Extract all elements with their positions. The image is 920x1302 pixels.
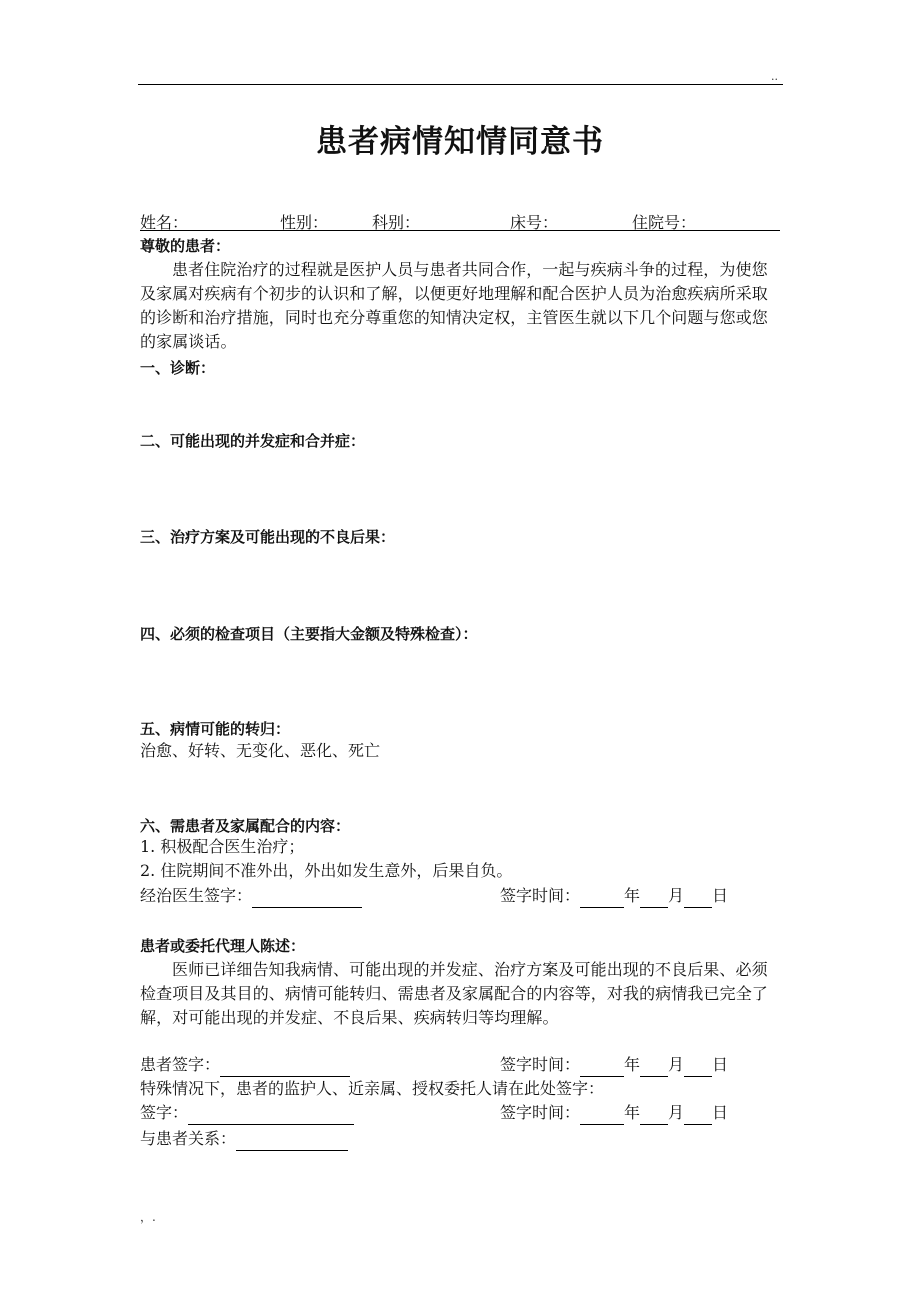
month-blank[interactable] [640,1106,668,1125]
department-field-label: 科别： [372,213,421,232]
guardian-sign-time-row [500,1101,728,1125]
patient-signature-row [140,1053,350,1077]
year-label: 年 [624,886,641,905]
day-label: 日 [712,1055,729,1074]
patient-sign-label: 患者签字： [140,1055,221,1074]
doctor-sign-line[interactable] [252,889,362,908]
sign-time-label: 签字时间： [500,1103,581,1122]
month-label: 月 [668,1103,685,1122]
greeting: 尊敬的患者： [140,237,231,255]
month-label: 月 [668,886,685,905]
doctor-sign-time-row [500,884,728,908]
patient-sign-time-row [500,1053,728,1077]
doctor-sign-label: 经治医生签字： [140,886,253,905]
year-label: 年 [624,1103,641,1122]
guardian-sign-label: 签字： [140,1103,189,1122]
item-2-text: 住院期间不准外出，外出如发生意外，后果自负。 [160,861,513,880]
month-blank[interactable] [640,1058,668,1077]
name-field-label: 姓名： [140,213,189,232]
patient-statement-heading: 患者或委托代理人陈述： [140,937,306,955]
gender-field-label: 性别： [280,213,329,232]
admission-no-field-label: 住院号： [632,213,697,232]
intro-paragraph: 患者住院治疗的过程就是医护人员与患者共同合作，一起与疾病斗争的过程，为使您及家属对疾病有个初步的认识和了解，以便更好地理解和配合医护人员为治愈疾病所采取的诊断和治疗措施，同时也充分尊重您的知情决定权，主管医生就以下几个问题与您或您的家属谈话。 [140,260,768,351]
bed-field-label: 床号： [510,213,559,232]
sign-time-label: 签字时间： [500,886,581,905]
patient-statement: 医师已详细告知我病情、可能出现的并发症、治疗方案及可能出现的不良后果、必须检查项目及其目的、病情可能转归、需患者及家属配合的内容等，对我的病情我已完全了解，对可能出现的并发症、不良后果、疾病转归等均理解。 [140,960,768,1027]
patient-sign-line[interactable] [220,1058,350,1077]
month-blank[interactable] [640,889,668,908]
day-label: 日 [712,1103,729,1122]
footer-mark: ，. [140,1210,156,1224]
year-blank[interactable] [580,1106,624,1125]
cooperation-item-2 [140,859,512,883]
prognosis-options: 治愈、好转、无变化、恶化、死亡 [140,741,381,760]
section-prognosis: 五、病情可能的转归： [140,720,291,738]
month-label: 月 [668,1055,685,1074]
day-blank[interactable] [684,1106,712,1125]
item-1-text: 积极配合医生治疗； [160,837,305,856]
item-1-number: 1. [140,837,156,856]
year-blank[interactable] [580,889,624,908]
relation-label: 与患者关系： [140,1129,237,1148]
header-rule [138,84,783,85]
day-blank[interactable] [684,889,712,908]
year-label: 年 [624,1055,641,1074]
header-dots: .. [771,70,778,83]
section-complications: 二、可能出现的并发症和合并症： [140,432,366,450]
section-treatment-plan: 三、治疗方案及可能出现的不良后果： [140,528,396,546]
cooperation-item-1 [140,835,304,859]
section-cooperation: 六、需患者及家属配合的内容： [140,817,351,835]
section-required-exams: 四、必须的检查项目（主要指大金额及特殊检查）： [140,625,478,643]
document-title: 患者病情知情同意书 [316,124,604,160]
sign-time-label: 签字时间： [500,1055,581,1074]
guardian-signature-row [140,1101,354,1125]
guardian-sign-line[interactable] [188,1106,354,1125]
section-diagnosis: 一、诊断： [140,359,216,377]
item-2-number: 2. [140,861,156,880]
relation-row [140,1127,348,1151]
patient-info-row [140,210,780,231]
doctor-signature-row [140,884,362,908]
special-case-note: 特殊情况下，患者的监护人、近亲属、授权委托人请在此处签字： [140,1079,605,1098]
day-label: 日 [712,886,729,905]
relation-line[interactable] [236,1132,348,1151]
year-blank[interactable] [580,1058,624,1077]
day-blank[interactable] [684,1058,712,1077]
